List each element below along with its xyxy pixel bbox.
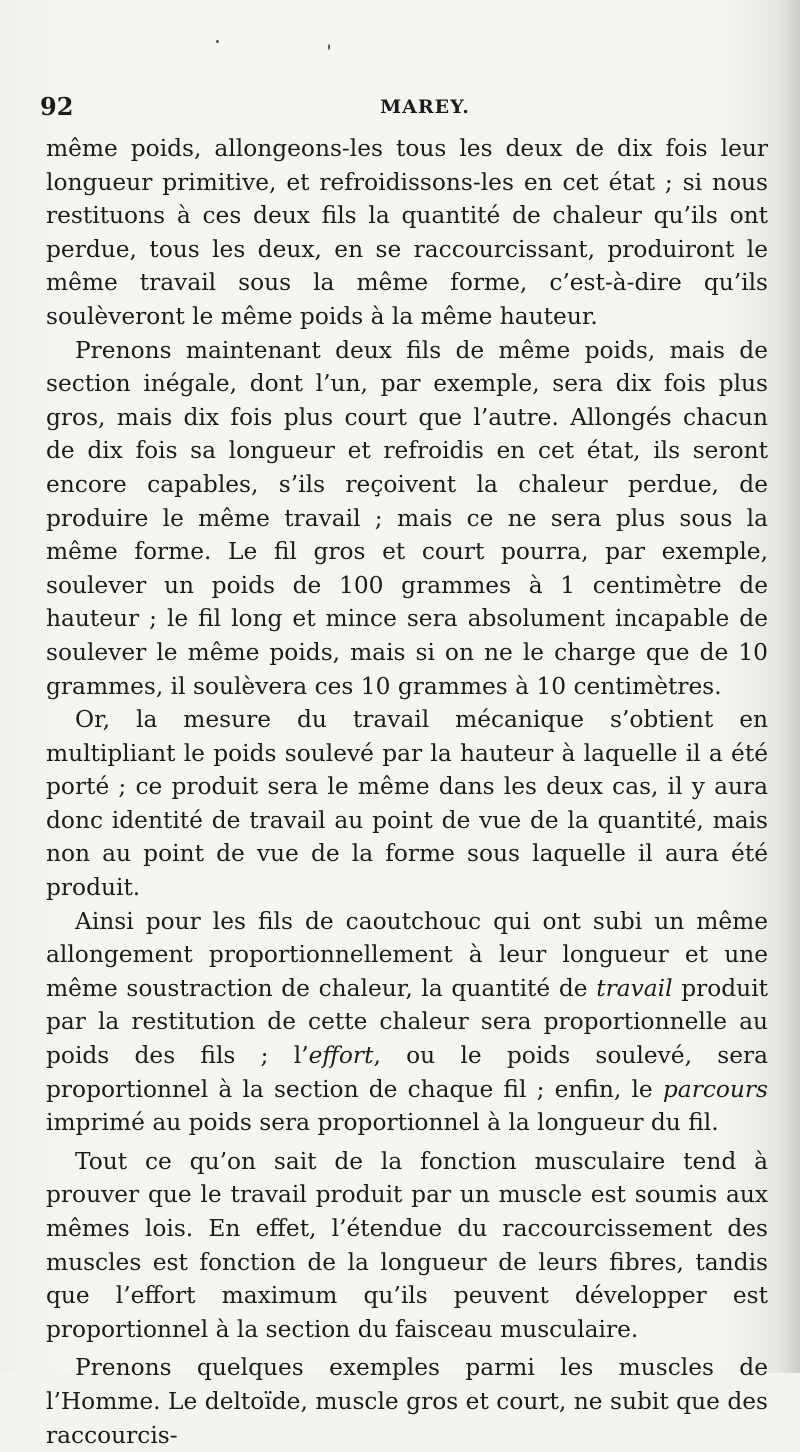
italic-term: travail xyxy=(596,974,673,1002)
text-run: même poids, allongeons-les tous les deux de dix fois leur longueur primitive, et refroidissons-les en cet état ; si nous restituons à ces deux fils la quantité de chaleur qu’ils ont perdue, tous les deux, en se raccourcissant, produiront le même travail sous la même forme, c’est-à-dire qu’ils soulèveront le même poids à la même hauteur. xyxy=(46,135,768,330)
text-run: Ainsi pour les fils de caoutchouc qui ont subi un même allongement proportionnellement à leur longueur et une même soustraction de chaleur, la quantité de xyxy=(46,907,768,1002)
text-run: Or, la mesure du travail mécanique s’obtient en multipliant le poids soulevé par la hauteur à laquelle il a été porté ; ce produit sera le même dans les deux cas, il y aura donc identité de travail au point de vue de la quantité, mais non au point de vue de la forme sous laquelle il aura été produit. xyxy=(46,706,768,902)
text-run: imprimé au poids sera proportionnel à la longueur du fil. xyxy=(46,1109,719,1137)
page-number: 92 xyxy=(40,92,74,121)
paragraph xyxy=(46,1145,768,1347)
print-speck xyxy=(216,40,219,43)
text-run: produit par la restitution de cette chaleur sera proportionnelle au poids des fils ; l’ xyxy=(46,974,769,1070)
page-header xyxy=(40,92,770,128)
paragraph xyxy=(46,334,768,704)
print-speck xyxy=(328,44,330,50)
paragraph xyxy=(46,703,768,905)
text-run: Prenons maintenant deux fils de même poids, mais de section inégale, dont l’un, par exemple, sera dix fois plus gros, mais dix fois plus court que l’autre. Allongés chacun de dix fois sa longueur et refroidis en cet état, ils seront encore capables, s’ils reçoivent la chaleur perdue, de produire le même travail ; mais ce ne sera plus sous la même forme. Le fil gros et court pourra, par exemple, soulever un poids de 100 grammes à 1 centimètre de hauteur ; le fil long et mince sera absolument incapable de soulever le même poids, mais si on ne le charge que de 10 grammes, il soulèvera ces 10 grammes à 10 centimètres. xyxy=(46,336,768,700)
text-run: Prenons quelques exemples parmi les muscles de l’Homme. Le deltoïde, muscle gros et court, ne subit que des raccourcis- xyxy=(46,1354,768,1449)
italic-term: effort xyxy=(308,1042,374,1070)
text-run: Tout ce qu’on sait de la fonction musculaire tend à prouver que le travail produit par un muscle est soumis aux mêmes lois. En effet, l’étendue du raccourcissement des muscles est fonction de la longueur de leurs fibres, tandis que l’effort maximum qu’ils peuvent développer est proportionnel à la section du faisceau musculaire. xyxy=(46,1147,768,1343)
paragraph xyxy=(46,1351,768,1452)
paragraph xyxy=(46,905,768,1140)
paragraph xyxy=(46,132,768,334)
body-text xyxy=(46,132,768,1452)
running-head: MAREY. xyxy=(380,96,470,118)
italic-term: parcours xyxy=(662,1075,768,1103)
text-run: , ou le poids soulevé, sera proportionnel à la section de chaque fil ; enfin, le xyxy=(46,1042,769,1103)
